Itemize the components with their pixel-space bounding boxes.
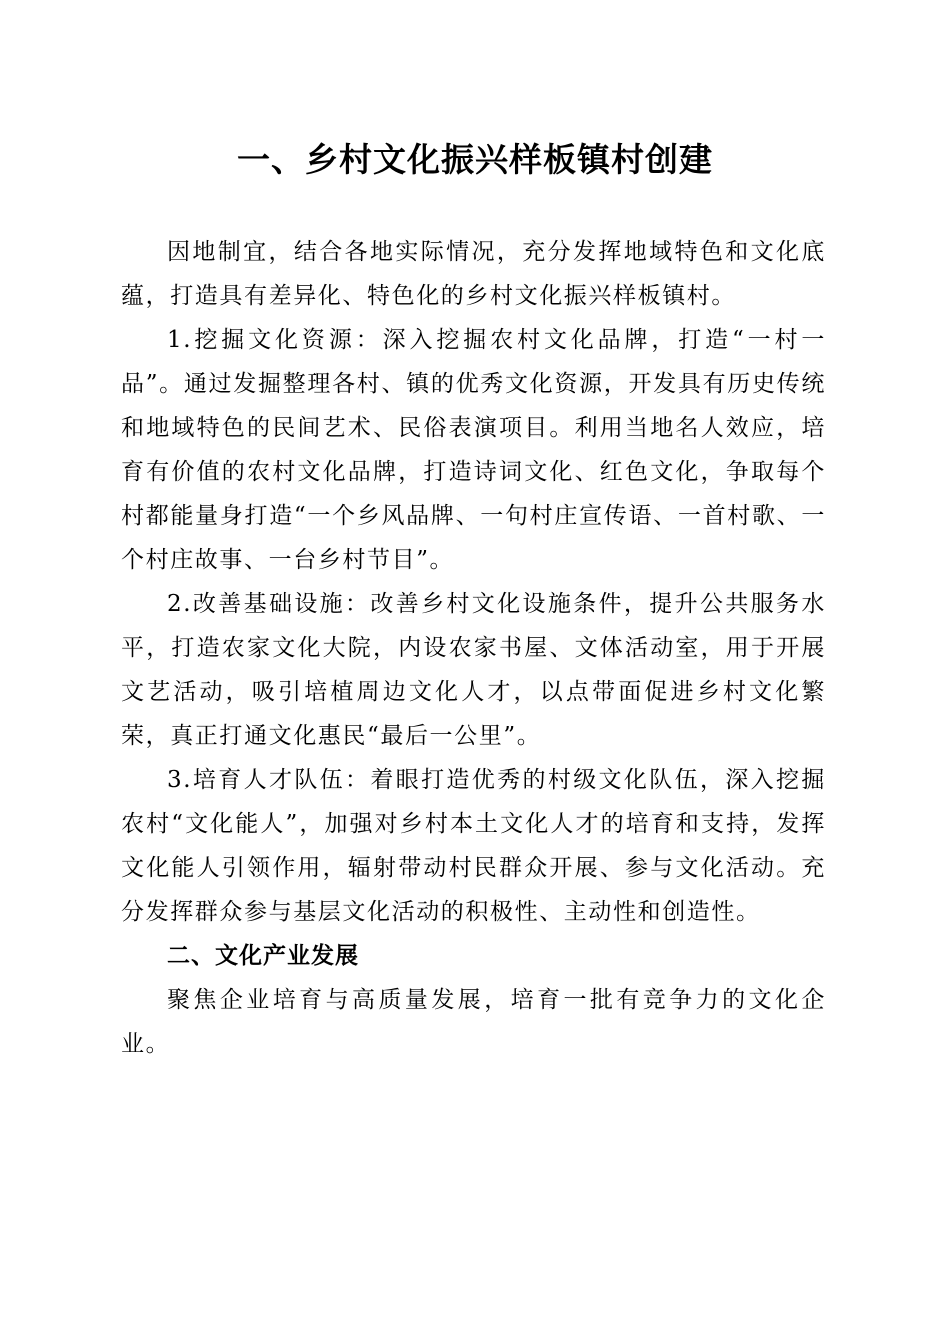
intro-paragraph: 因地制宜，结合各地实际情况，充分发挥地域特色和文化底蕴，打造具有差异化、特色化的乡村文化振兴样板镇村。 — [121, 239, 826, 309]
section-2-paragraph: 聚焦企业培育与高质量发展，培育一批有竞争力的文化企业。 — [121, 987, 826, 1057]
item-paragraph-3: 3.培育人才队伍：着眼打造优秀的村级文化队伍，深入挖掘农村“文化能人”，加强对乡村本土文化人才的培育和支持，发挥文化能人引领作用，辐射带动村民群众开展、参与文化活动。充分发挥群众参与基层文化活动的积极性、主动性和创造性。 — [121, 767, 826, 925]
section-2-heading: 二、文化产业发展 — [167, 943, 359, 969]
page-title: 一、乡村文化振兴样板镇村创建 — [237, 140, 713, 179]
item-paragraph-1: 1.挖掘文化资源：深入挖掘农村文化品牌，打造“一村一品”。通过发掘整理各村、镇的优秀文化资源，开发具有历史传统和地域特色的民间艺术、民俗表演项目。利用当地名人效应，培育有价值的农村文化品牌，打造诗词文化、红色文化，争取每个村都能量身打造“一个乡风品牌、一句村庄宣传语、一首村歌、一个村庄故事、一台乡村节目”。 — [121, 327, 826, 573]
item-paragraph-2: 2.改善基础设施：改善乡村文化设施条件，提升公共服务水平，打造农家文化大院，内设农家书屋、文体活动室，用于开展文艺活动，吸引培植周边文化人才，以点带面促进乡村文化繁荣，真正打通文化惠民“最后一公里”。 — [121, 591, 826, 749]
document-body — [121, 230, 826, 1066]
